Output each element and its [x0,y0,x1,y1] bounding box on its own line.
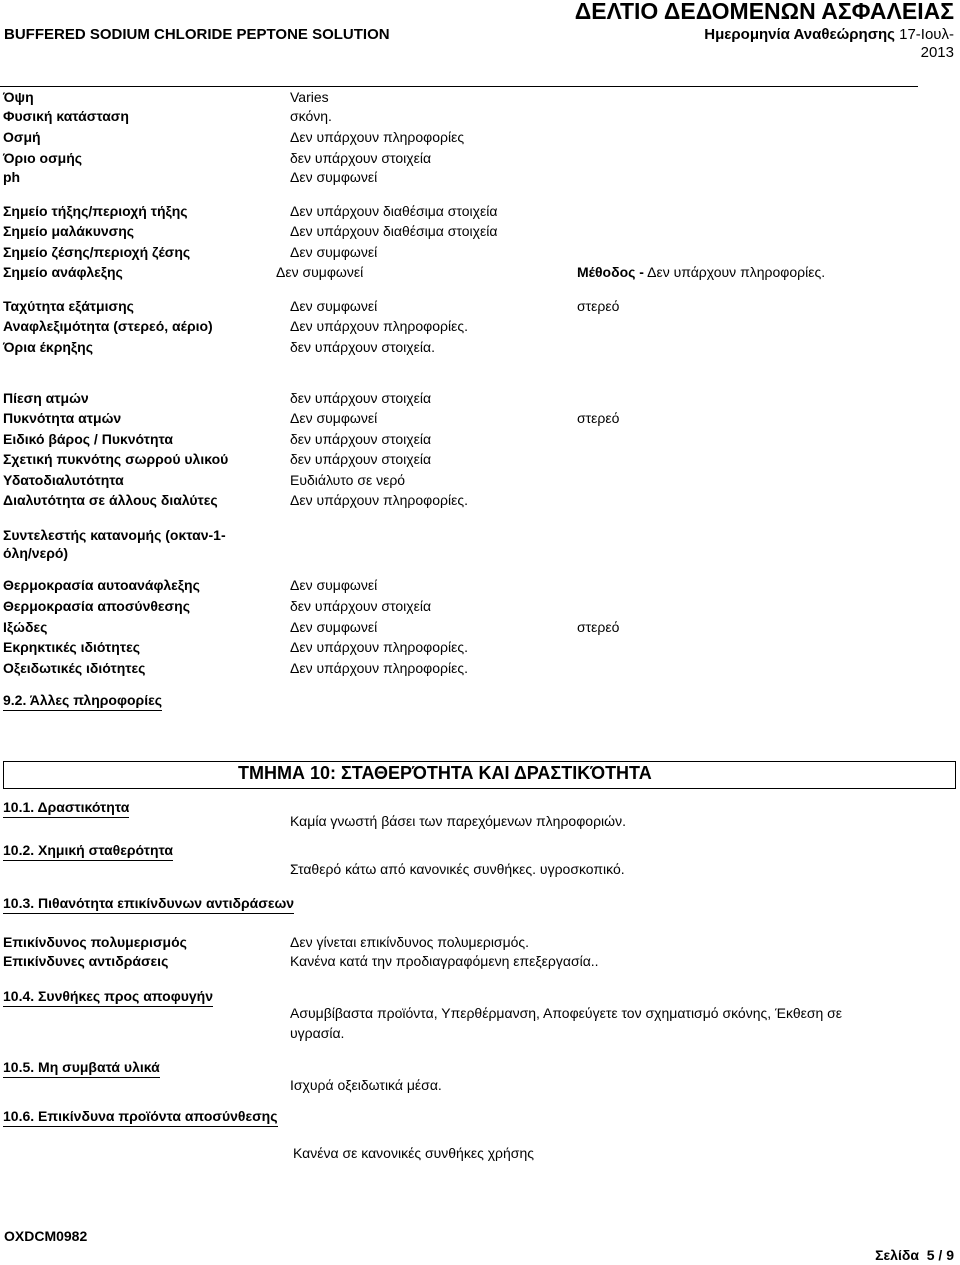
property-label: Σημείο μαλάκυνσης [3,223,135,239]
property-value: Κανένα κατά την προδιαγραφόμενη επεξεργασία.. [290,953,599,969]
property-label: Σημείο ανάφλεξης [3,264,123,280]
property-value: Δεν υπάρχουν διαθέσιμα στοιχεία [290,223,498,239]
property-row [0,637,960,657]
property-value: σκόνη. [290,108,332,124]
property-row [0,658,960,678]
property-value: δεν υπάρχουν στοιχεία [290,431,432,447]
property-row [0,575,960,595]
property-value: Δεν υπάρχουν πληροφορίες. [290,660,468,676]
page-label: Σελίδα [875,1247,919,1263]
property-label: Θερμοκρασία αυτοανάφλεξης [3,577,200,593]
property-value: δεν υπάρχουν στοιχεία [290,451,432,467]
property-note: στερεό [577,410,620,426]
page-number [875,1247,954,1263]
conditions-text-line1: Ασυμβίβαστα προϊόντα, Υπερθέρμανση, Αποφεύγετε τον σχηματισμό σκόνης, Έκθεση σε [290,1005,843,1021]
hazardous-reactions-heading: 10.3. Πιθανότητα επικίνδυνων αντιδράσεων [3,895,294,914]
property-value: Δεν υπάρχουν πληροφορίες. [290,318,468,334]
property-note: στερεό [577,298,620,314]
property-row [0,932,960,952]
property-row [0,106,960,126]
property-note [577,262,825,282]
property-label: Σημείο ζέσης/περιοχή ζέσης [3,244,191,260]
property-label: Πυκνότητα ατμών [3,410,122,426]
property-value: Ευδιάλυτο σε νερό [290,472,406,488]
property-row [0,148,960,168]
property-row [0,242,960,262]
property-row [0,87,960,107]
property-row [0,951,960,971]
property-row [0,617,960,637]
property-row [0,167,960,187]
stability-text: Σταθερό κάτω από κανονικές συνθήκες. υγροσκοπικό. [290,861,625,877]
conditions-heading: 10.4. Συνθήκες προς αποφυγήν [3,988,213,1007]
property-label: Όριο οσμής [3,150,83,166]
property-row [0,429,960,449]
stability-heading: 10.2. Χημική σταθερότητα [3,842,173,861]
method-label: Μέθοδος - [577,264,644,280]
reactivity-text: Καμία γνωστή βάσει των παρεχόμενων πληροφοριών. [290,813,626,829]
revision-label: Ημερομηνία Αναθεώρησης [704,26,895,43]
property-label: Επικίνδυνες αντιδράσεις [3,953,169,969]
section-10-banner [3,761,956,789]
property-value: Δεν συμφωνεί [290,169,378,185]
partition-coefficient-label-line1: Συντελεστής κατανομής (οκταν-1- [3,527,226,543]
property-value: Δεν υπάρχουν πληροφορίες [290,129,465,145]
property-value: Δεν υπάρχουν πληροφορίες. [290,492,468,508]
property-label: Οξειδωτικές ιδιότητες [3,660,146,676]
property-label: Υδατοδιαλυτότητα [3,472,124,488]
property-label: Οσμή [3,129,41,145]
property-value: δεν υπάρχουν στοιχεία [290,598,432,614]
property-row [0,201,960,221]
property-label: Εκρηκτικές ιδιότητες [3,639,140,655]
property-value: Varies [290,89,329,105]
property-label: Σχετική πυκνότης σωρρού υλικού [3,451,229,467]
property-label: Ιξώδες [3,619,48,635]
page-separator: / [938,1247,943,1263]
property-value: Δεν υπάρχουν διαθέσιμα στοιχεία [290,203,498,219]
other-info-heading: 9.2. Άλλες πληροφορίες [3,692,162,711]
property-value: Δεν συμφωνεί [276,264,364,280]
property-value: δεν υπάρχουν στοιχεία. [290,339,435,355]
decomposition-heading: 10.6. Επικίνδυνα προϊόντα αποσύνθεσης [3,1108,278,1127]
revision-date-part1: 17-Ιουλ- [899,26,954,43]
property-value: Δεν συμφωνεί [290,298,378,314]
property-label: Πίεση ατμών [3,390,89,406]
property-label: Θερμοκρασία αποσύνθεσης [3,598,190,614]
property-value: Δεν υπάρχουν πληροφορίες. [290,639,468,655]
section-10-title: ΤΜΗΜΑ 10: ΣΤΑΘΕΡΌΤΗΤΑ ΚΑΙ ΔΡΑΣΤΙΚΌΤΗΤΑ [238,763,652,783]
property-row [0,262,960,282]
property-label: Ειδικό βάρος / Πυκνότητα [3,431,173,447]
reactivity-heading: 10.1. Δραστικότητα [3,799,129,818]
property-row [0,596,960,616]
product-name: BUFFERED SODIUM CHLORIDE PEPTONE SOLUTION [4,26,390,43]
property-row [0,490,960,510]
property-label: Όψη [3,89,34,105]
incompatible-text: Ισχυρά οξειδωτικά μέσα. [290,1077,442,1093]
document-title: ΔΕΛΤΙΟ ΔΕΔΟΜΕΝΩΝ ΑΣΦΑΛΕΙΑΣ [574,0,954,24]
revision-date-part2: 2013 [920,44,954,61]
property-row [0,449,960,469]
decomposition-text: Κανένα σε κανονικές συνθήκες χρήσης [293,1145,534,1161]
property-row [0,470,960,490]
property-label: ph [3,169,21,185]
property-row [0,337,960,357]
property-value: Δεν συμφωνεί [290,410,378,426]
property-row [0,388,960,408]
property-row [0,221,960,241]
property-value: δεν υπάρχουν στοιχεία [290,390,432,406]
property-label: Ταχύτητα εξάτμισης [3,298,134,314]
property-value: δεν υπάρχουν στοιχεία [290,150,432,166]
property-note: στερεό [577,619,620,635]
property-label: Όρια έκρηξης [3,339,93,355]
property-value: Δεν συμφωνεί [290,244,378,260]
conditions-text-line2: υγρασία. [290,1025,345,1041]
property-label: Φυσική κατάσταση [3,108,129,124]
property-row [0,296,960,316]
property-row [0,127,960,147]
revision-date [704,26,954,62]
property-label: Αναφλεξιμότητα (στερεό, αέριο) [3,318,213,334]
page-current: 5 [926,1247,935,1263]
property-label: Σημείο τήξης/περιοχή τήξης [3,203,188,219]
incompatible-heading: 10.5. Μη συμβατά υλικά [3,1059,160,1078]
property-value: Δεν γίνεται επικίνδυνος πολυμερισμός. [290,934,530,950]
property-label: Διαλυτότητα σε άλλους διαλύτες [3,492,218,508]
property-value: Δεν συμφωνεί [290,577,378,593]
page-total: 9 [946,1247,954,1263]
property-row [0,408,960,428]
property-value: Δεν συμφωνεί [290,619,378,635]
property-label: Επικίνδυνος πολυμερισμός [3,934,187,950]
document-code: OXDCM0982 [4,1228,88,1244]
partition-coefficient-label-line2: όλη/νερό) [3,545,69,561]
method-value: Δεν υπάρχουν πληροφορίες. [647,264,826,280]
property-row [0,316,960,336]
